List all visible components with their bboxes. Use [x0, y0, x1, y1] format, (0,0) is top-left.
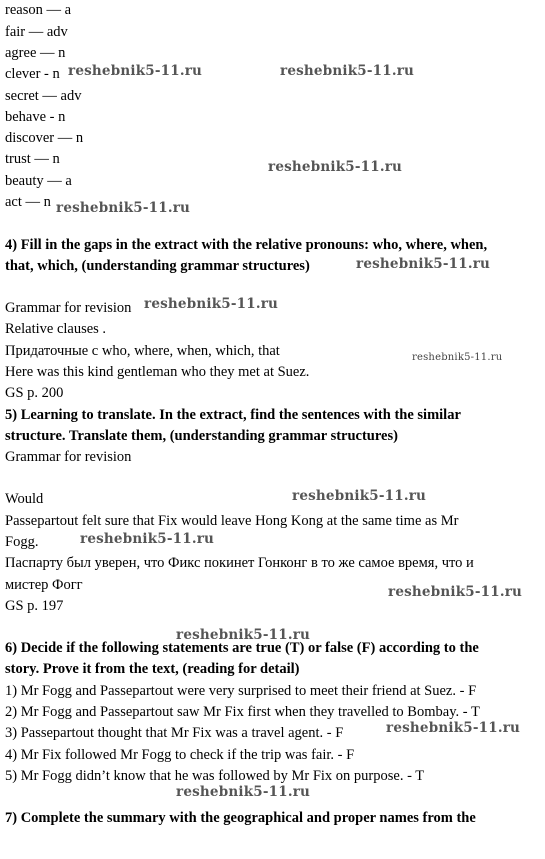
- watermark: reshebnik5-11.ru: [176, 784, 311, 800]
- watermark: reshebnik5-11.ru: [68, 63, 203, 79]
- watermark: reshebnik5-11.ru: [412, 352, 503, 363]
- vocab-item: agree — n: [5, 45, 66, 61]
- watermark: reshebnik5-11.ru: [144, 296, 279, 312]
- watermark: reshebnik5-11.ru: [388, 584, 523, 600]
- task5-line: Passepartout felt sure that Fix would leave Hong Kong at the same time as Mr: [5, 513, 459, 529]
- watermark: reshebnik5-11.ru: [176, 627, 311, 643]
- task5-line: Паспарту был уверен, что Фикс покинет Гонконг в то же самое время, что и: [5, 555, 474, 571]
- task4-line: Relative clauses .: [5, 321, 107, 337]
- vocab-item: fair — adv: [5, 24, 68, 40]
- vocab-item: secret — adv: [5, 88, 82, 104]
- vocab-item: discover — n: [5, 130, 84, 146]
- task6-heading: story. Prove it from the text, (reading for detail): [5, 661, 300, 677]
- task4-line: Grammar for revision: [5, 300, 132, 316]
- task6-statement: 3) Passepartout thought that Mr Fix was a travel agent. - F: [5, 725, 344, 741]
- task4-heading: that, which, (understanding grammar structures): [5, 258, 310, 274]
- task5-heading: structure. Translate them, (understanding grammar structures): [5, 428, 398, 444]
- vocab-item: beauty — a: [5, 173, 72, 189]
- watermark: reshebnik5-11.ru: [386, 720, 521, 736]
- task5-line: Grammar for revision: [5, 449, 132, 465]
- task6-heading: 6) Decide if the following statements are true (T) or false (F) according to the: [5, 640, 479, 656]
- watermark: reshebnik5-11.ru: [280, 63, 415, 79]
- task6-statement: 1) Mr Fogg and Passepartout were very surprised to meet their friend at Suez. - F: [5, 683, 477, 699]
- task4-heading: 4) Fill in the gaps in the extract with the relative pronouns: who, where, when,: [5, 237, 488, 253]
- vocab-item: act — n: [5, 194, 51, 210]
- vocab-item: trust — n: [5, 151, 60, 167]
- task6-statement: 5) Mr Fogg didn’t know that he was followed by Mr Fix on purpose. - T: [5, 768, 425, 784]
- watermark: reshebnik5-11.ru: [80, 531, 215, 547]
- task4-line: Here was this kind gentleman who they met at Suez.: [5, 364, 310, 380]
- vocab-item: reason — a: [5, 2, 72, 18]
- task5-line: GS p. 197: [5, 598, 64, 614]
- task6-statement: 2) Mr Fogg and Passepartout saw Mr Fix first when they travelled to Bombay. - T: [5, 704, 480, 720]
- task5-line: Would: [5, 491, 44, 507]
- task4-line: Придаточные с who, where, when, which, that: [5, 343, 280, 359]
- task7-heading: 7) Complete the summary with the geographical and proper names from the: [5, 810, 476, 826]
- watermark: reshebnik5-11.ru: [292, 488, 427, 504]
- task5-line: мистер Фогг: [5, 577, 83, 593]
- task5-line: Fogg.: [5, 534, 39, 550]
- watermark: reshebnik5-11.ru: [56, 200, 191, 216]
- watermark: reshebnik5-11.ru: [356, 256, 491, 272]
- watermark: reshebnik5-11.ru: [268, 159, 403, 175]
- task5-heading: 5) Learning to translate. In the extract, find the sentences with the similar: [5, 407, 461, 423]
- task6-statement: 4) Mr Fix followed Mr Fogg to check if the trip was fair. - F: [5, 747, 355, 763]
- task4-line: GS p. 200: [5, 385, 64, 401]
- vocab-item: behave - n: [5, 109, 66, 125]
- vocab-item: clever - n: [5, 66, 60, 82]
